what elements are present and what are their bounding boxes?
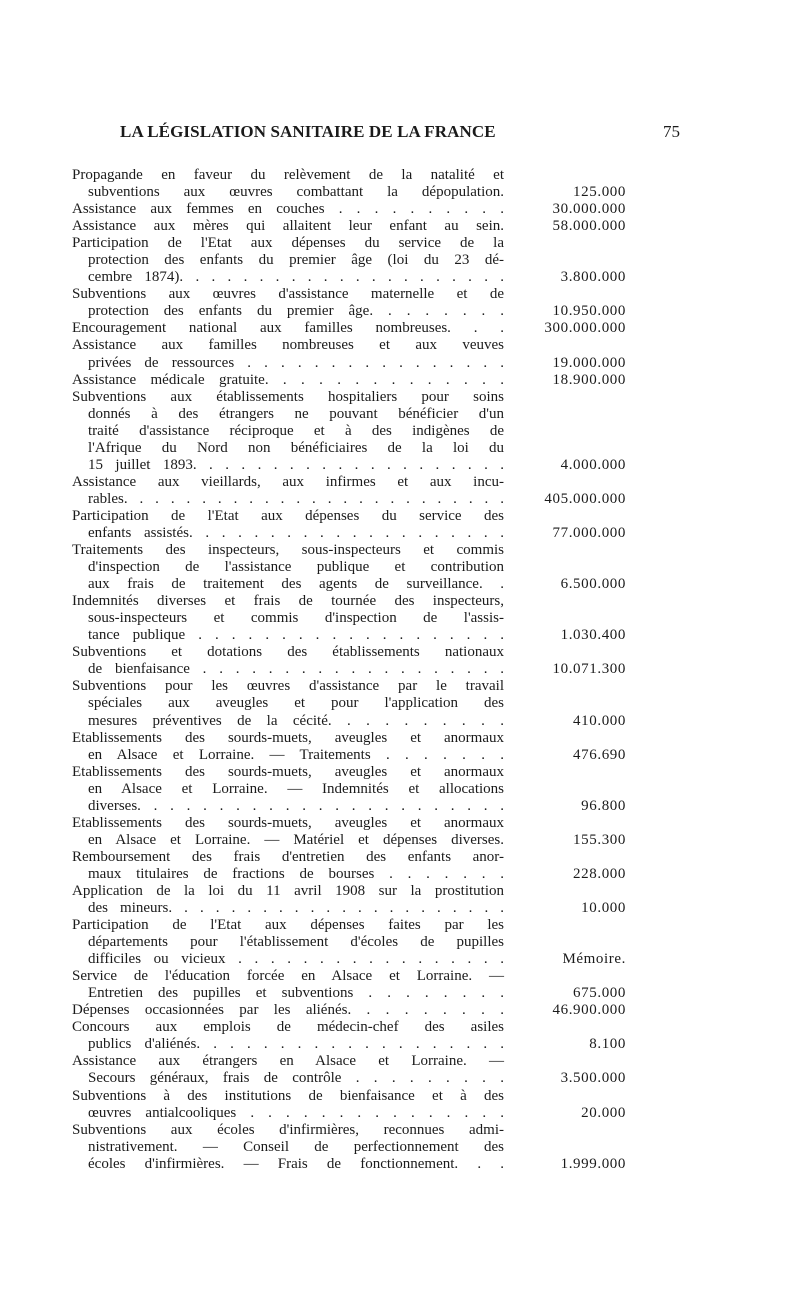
entry-line: Assistance aux étrangers en Alsace et Lorraine. —	[72, 1053, 504, 1070]
entry-line: Assistance aux mères qui allaitent leur enfant au sein.	[72, 218, 504, 235]
page-header	[120, 122, 680, 142]
entry-line: subventions aux œuvres combattant la dépopulation.	[88, 184, 504, 201]
entry-description	[72, 849, 504, 883]
budget-entry	[72, 389, 632, 474]
page-number: 75	[663, 122, 680, 141]
budget-entry	[72, 372, 632, 389]
entry-line: Remboursement des frais d'entretien des enfants anor-	[72, 848, 504, 865]
entry-description	[72, 644, 504, 678]
budget-entry	[72, 883, 632, 917]
entry-line: l'Afrique du Nord non bénéficiaires de la loi du	[88, 439, 504, 456]
entry-line: Assistance aux familles nombreuses et aux veuves	[72, 337, 504, 354]
entry-description	[72, 218, 504, 235]
budget-entry	[72, 235, 632, 286]
entry-line: publics d'aliénés. . . . . . . . . . . . . . . . . . .	[88, 1036, 504, 1053]
budget-entry	[72, 337, 632, 371]
entry-line: Assistance aux vieillards, aux infirmes et aux incu-	[72, 473, 504, 490]
entry-description	[72, 1122, 504, 1173]
entry-line: Dépenses occasionnées par les aliénés. . . . . . . . .	[72, 1002, 504, 1019]
entry-amount: 58.000.000	[552, 218, 626, 235]
entry-line: rables. . . . . . . . . . . . . . . . . . . . . . . . .	[88, 490, 504, 507]
entry-description	[72, 1088, 504, 1122]
entry-line: Assistance médicale gratuite. . . . . . . . . . . . . .	[72, 371, 504, 388]
entry-line: tance publique . . . . . . . . . . . . . . . . . . .	[88, 627, 504, 644]
entry-amount: 3.800.000	[560, 269, 626, 286]
entry-amount: 10.071.300	[552, 661, 626, 678]
entry-description	[72, 678, 504, 729]
entry-description	[72, 389, 504, 474]
entry-line: en Alsace et Lorraine. — Traitements . . . . . . .	[88, 746, 504, 763]
entry-amount: 96.800	[581, 797, 626, 814]
running-title: LA LÉGISLATION SANITAIRE DE LA FRANCE	[120, 122, 496, 141]
entry-amount: 410.000	[573, 712, 626, 729]
entry-amount: 1.030.400	[560, 627, 626, 644]
budget-entry	[72, 815, 632, 849]
entry-line: Participation de l'Etat aux dépenses du service de la	[72, 235, 504, 252]
entry-line: Etablissements des sourds-muets, aveugles et anormaux	[72, 814, 504, 831]
entry-line: traité d'assistance réciproque et à des indigènes de	[88, 422, 504, 439]
budget-entries-list	[72, 167, 632, 1173]
entry-line: Etablissements des sourds-muets, aveugles et anormaux	[72, 763, 504, 780]
budget-entry	[72, 917, 632, 968]
entry-description	[72, 883, 504, 917]
entry-line: Subventions pour les œuvres d'assistance par le travail	[72, 678, 504, 695]
entry-description	[72, 508, 504, 542]
budget-entry	[72, 1053, 632, 1087]
entry-line: sous-inspecteurs et commis d'inspection de l'assis-	[88, 610, 504, 627]
entry-line: Etablissements des sourds-muets, aveugles et anormaux	[72, 729, 504, 746]
entry-line: Secours généraux, frais de contrôle . . . . . . . . .	[88, 1070, 504, 1087]
budget-entry	[72, 849, 632, 883]
entry-amount: 10.000	[581, 900, 626, 917]
entry-line: protection des enfants du premier âge (loi du 23 dé-	[88, 252, 504, 269]
entry-description	[72, 167, 504, 201]
entry-line: en Alsace et Lorraine. — Indemnités et allocations	[88, 780, 504, 797]
entry-line: diverses. . . . . . . . . . . . . . . . . . . . . . .	[88, 797, 504, 814]
budget-entry	[72, 1088, 632, 1122]
budget-entry	[72, 508, 632, 542]
entry-amount: 675.000	[573, 985, 626, 1002]
budget-entry	[72, 218, 632, 235]
budget-entry	[72, 167, 632, 201]
entry-amount: 30.000.000	[552, 201, 626, 218]
entry-line: mesures préventives de la cécité. . . . . . . . . .	[88, 712, 504, 729]
entry-line: nistrativement. — Conseil de perfectionnement des	[88, 1138, 504, 1155]
budget-entry	[72, 286, 632, 320]
entry-description	[72, 320, 504, 337]
entry-line: écoles d'infirmières. — Frais de fonctionnement. . .	[88, 1155, 504, 1172]
entry-description	[72, 1053, 504, 1087]
entry-description	[72, 1019, 504, 1053]
entry-description	[72, 593, 504, 644]
entry-amount: 19.000.000	[552, 354, 626, 371]
entry-amount: 300.000.000	[544, 320, 626, 337]
entry-amount: 20.000	[581, 1104, 626, 1121]
entry-description	[72, 1002, 504, 1019]
budget-entry	[72, 730, 632, 764]
entry-amount: 4.000.000	[560, 456, 626, 473]
entry-description	[72, 372, 504, 389]
entry-line: Subventions à des institutions de bienfaisance et à des	[72, 1087, 504, 1104]
entry-line: en Alsace et Lorraine. — Matériel et dépenses diverses.	[88, 831, 504, 848]
entry-line: Participation de l'Etat aux dépenses faites par les	[72, 917, 504, 934]
entry-line: cembre 1874). . . . . . . . . . . . . . . . . . . . .	[88, 269, 504, 286]
entry-line: donnés à des étrangers ne pouvant bénéficier d'un	[88, 405, 504, 422]
entry-line: protection des enfants du premier âge. . . . . . . .	[88, 303, 504, 320]
entry-line: œuvres antialcooliques . . . . . . . . . . . . . . .	[88, 1104, 504, 1121]
entry-description	[72, 235, 504, 286]
budget-entry	[72, 542, 632, 593]
entry-line: Subventions aux œuvres d'assistance maternelle et de	[72, 286, 504, 303]
entry-line: Application de la loi du 11 avril 1908 sur la prostitution	[72, 882, 504, 899]
entry-description	[72, 917, 504, 968]
entry-amount: 405.000.000	[544, 490, 626, 507]
entry-line: maux titulaires de fractions de bourses . . . . . . .	[88, 865, 504, 882]
entry-line: enfants assistés. . . . . . . . . . . . . . . . . . . .	[88, 524, 504, 541]
entry-line: Subventions et dotations des établissements nationaux	[72, 644, 504, 661]
entry-line: Traitements des inspecteurs, sous-inspecteurs et commis	[72, 542, 504, 559]
entry-description	[72, 337, 504, 371]
entry-line: de bienfaisance . . . . . . . . . . . . . . . . . . .	[88, 661, 504, 678]
budget-entry	[72, 764, 632, 815]
budget-entry	[72, 474, 632, 508]
entry-amount: 10.950.000	[552, 303, 626, 320]
entry-description	[72, 542, 504, 593]
entry-line: Propagande en faveur du relèvement de la natalité et	[72, 167, 504, 183]
entry-line: Concours aux emplois de médecin-chef des asiles	[72, 1019, 504, 1036]
entry-amount: 3.500.000	[560, 1070, 626, 1087]
entry-line: spéciales aux aveugles et pour l'application des	[88, 695, 504, 712]
entry-description	[72, 968, 504, 1002]
entry-description	[72, 730, 504, 764]
budget-entry	[72, 593, 632, 644]
budget-entry	[72, 678, 632, 729]
entry-line: 15 juillet 1893. . . . . . . . . . . . . . . . . . . .	[88, 456, 504, 473]
entry-line: départements pour l'établissement d'écoles de pupilles	[88, 934, 504, 951]
entry-line: Encouragement national aux familles nombreuses. . .	[72, 320, 504, 337]
entry-description	[72, 764, 504, 815]
entry-amount: 6.500.000	[560, 576, 626, 593]
budget-entry	[72, 1002, 632, 1019]
budget-entry	[72, 968, 632, 1002]
entry-amount: 228.000	[573, 865, 626, 882]
entry-description	[72, 201, 504, 218]
entry-line: Subventions aux écoles d'infirmières, reconnues admi-	[72, 1121, 504, 1138]
entry-amount: Mémoire.	[562, 951, 626, 968]
entry-amount: 155.300	[573, 831, 626, 848]
entry-line: Participation de l'Etat aux dépenses du service des	[72, 507, 504, 524]
entry-description	[72, 286, 504, 320]
entry-line: aux frais de traitement des agents de surveillance. .	[88, 576, 504, 593]
entry-line: des mineurs. . . . . . . . . . . . . . . . . . . . . .	[88, 900, 504, 917]
entry-line: Subventions aux établissements hospitaliers pour soins	[72, 388, 504, 405]
entry-amount: 125.000	[573, 184, 626, 201]
budget-entry	[72, 320, 632, 337]
entry-line: privées de ressources . . . . . . . . . . . . . . . .	[88, 354, 504, 371]
entry-line: Assistance aux femmes en couches . . . . . . . . . .	[72, 201, 504, 218]
entry-line: difficiles ou vicieux . . . . . . . . . . . . . . . . .	[88, 951, 504, 968]
entry-line: d'inspection de l'assistance publique et contribution	[88, 559, 504, 576]
entry-line: Service de l'éducation forcée en Alsace et Lorraine. —	[72, 968, 504, 985]
entry-amount: 476.690	[573, 746, 626, 763]
budget-entry	[72, 1019, 632, 1053]
entry-description	[72, 474, 504, 508]
entry-description	[72, 815, 504, 849]
entry-line: Entretien des pupilles et subventions . . . . . . . .	[88, 985, 504, 1002]
entry-amount: 18.900.000	[552, 371, 626, 388]
entry-amount: 8.100	[589, 1036, 626, 1053]
entry-amount: 46.900.000	[552, 1002, 626, 1019]
budget-entry	[72, 644, 632, 678]
budget-entry	[72, 201, 632, 218]
entry-line: Indemnités diverses et frais de tournée des inspecteurs,	[72, 593, 504, 610]
budget-entry	[72, 1122, 632, 1173]
entry-amount: 77.000.000	[552, 524, 626, 541]
entry-amount: 1.999.000	[560, 1155, 626, 1172]
